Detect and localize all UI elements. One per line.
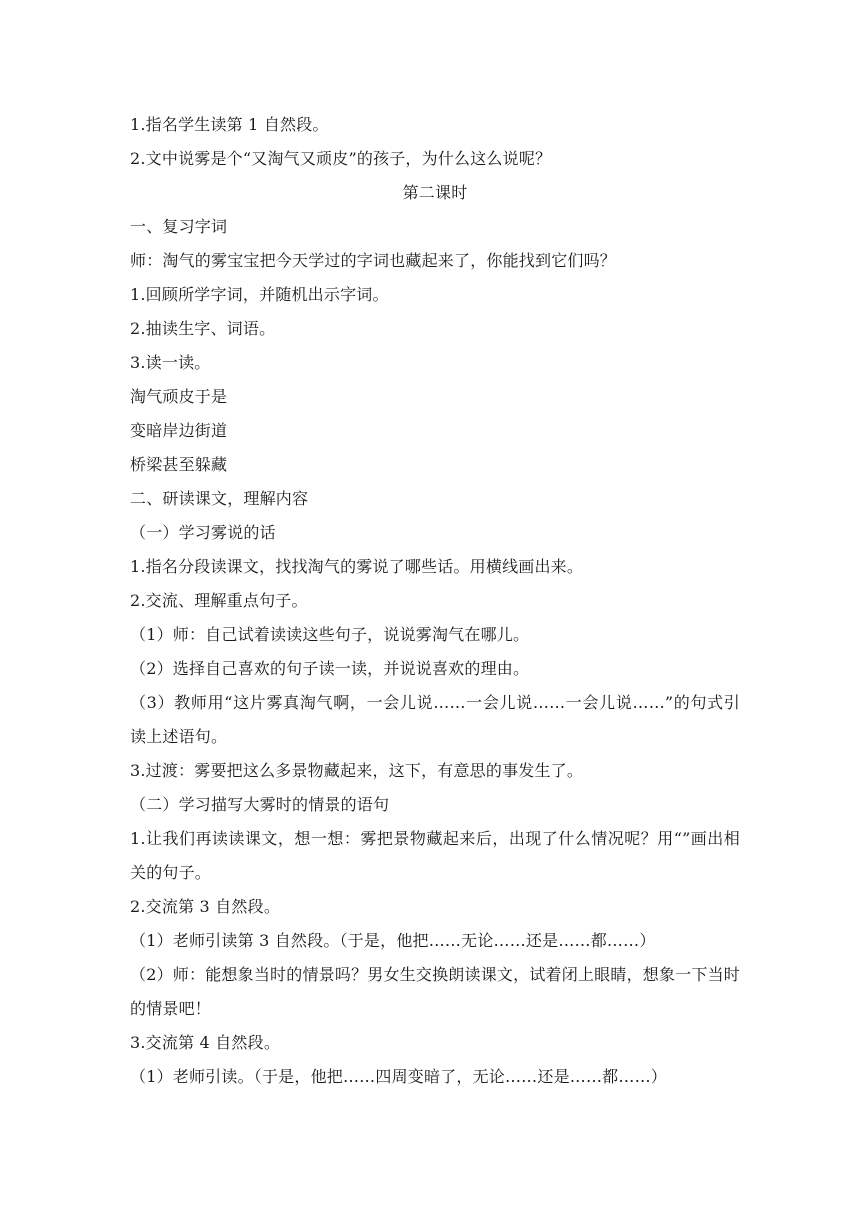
word-list-line: 淘气顽皮于是 [130,387,228,406]
paragraph-line: 1.指名学生读第 1 自然段。 [130,115,329,134]
heading: 一、复习字词 [130,217,228,236]
paragraph-line: （2）选择自己喜欢的句子读一读，并说说喜欢的理由。 [130,659,530,678]
paragraph-line: 3.交流第 4 自然段。 [130,1033,281,1052]
paragraph-line: 2.文中说雾是个“又淘气又顽皮”的孩子，为什么这么说呢？ [130,149,552,168]
paragraph-line: 1.指名分段读课文，找找淘气的雾说了哪些话。用横线画出来。 [130,557,584,576]
word-list-line: 变暗岸边街道 [130,421,228,440]
paragraph-line: 2.交流第 3 自然段。 [130,897,281,916]
paragraph-line: 1.让我们再读读课文，想一想：雾把景物藏起来后，出现了什么情况呢？用“”画出相关的句子。 [130,829,740,882]
paragraph-line: 师：淘气的雾宝宝把今天学过的字词也藏起来了，你能找到它们吗？ [130,251,617,270]
paragraph-line: 1.回顾所学字词，并随机出示字词。 [130,285,389,304]
paragraph-line: （1）老师引读。（于是，他把……四周变暗了，无论……还是……都……） [130,1067,667,1086]
subheading: （一）学习雾说的话 [130,523,276,542]
word-list-line: 桥梁甚至躲藏 [130,455,228,474]
paragraph-line: （1）老师引读第 3 自然段。（于是，他把……无论……还是……都……） [130,931,656,950]
subheading: （二）学习描写大雾时的情景的语句 [130,795,390,814]
section-title: 第二课时 [402,183,468,202]
paragraph-line: （3）教师用“这片雾真淘气啊，一会儿说……一会儿说……一会儿说……”的句式引读上述语句。 [130,693,740,746]
document-body [130,108,740,1094]
paragraph-line: 3.过渡：雾要把这么多景物藏起来，这下，有意思的事发生了。 [130,761,584,780]
paragraph-line: 2.交流、理解重点句子。 [130,591,308,610]
paragraph-line: （2）师：能想象当时的情景吗？男女生交换朗读课文，试着闭上眼睛，想象一下当时的情景吧！ [130,965,740,1018]
heading: 二、研读课文，理解内容 [130,489,309,508]
paragraph-line: （1）师：自己试着读读这些句子，说说雾淘气在哪儿。 [130,625,530,644]
paragraph-line: 2.抽读生字、词语。 [130,319,276,338]
paragraph-line: 3.读一读。 [130,353,211,372]
